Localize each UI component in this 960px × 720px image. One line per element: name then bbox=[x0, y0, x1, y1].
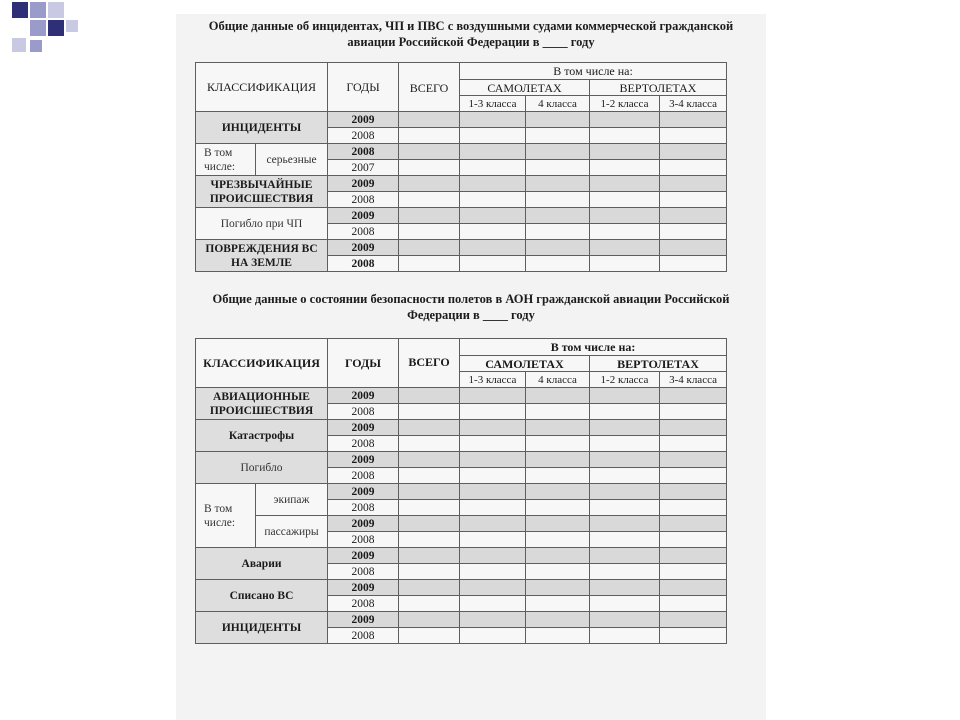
year-cell: 2008 bbox=[328, 256, 399, 272]
data-cell[interactable] bbox=[399, 564, 460, 580]
row-label-serious: серьезные bbox=[256, 144, 328, 176]
data-cell[interactable] bbox=[590, 532, 660, 548]
data-cell[interactable] bbox=[460, 548, 526, 564]
slide-decoration-square bbox=[48, 2, 64, 18]
data-cell[interactable] bbox=[460, 516, 526, 532]
data-cell[interactable] bbox=[526, 548, 590, 564]
data-cell[interactable] bbox=[526, 144, 590, 160]
data-cell[interactable] bbox=[399, 420, 460, 436]
data-cell[interactable] bbox=[590, 628, 660, 644]
data-cell[interactable] bbox=[399, 192, 460, 208]
data-cell[interactable] bbox=[590, 468, 660, 484]
data-cell[interactable] bbox=[460, 420, 526, 436]
slide-decoration-square bbox=[12, 38, 26, 52]
data-cell[interactable] bbox=[660, 532, 727, 548]
header-years: ГОДЫ bbox=[328, 339, 399, 388]
data-cell[interactable] bbox=[526, 112, 590, 128]
data-cell[interactable] bbox=[660, 596, 727, 612]
data-cell[interactable] bbox=[660, 224, 727, 240]
data-cell[interactable] bbox=[660, 548, 727, 564]
header-sub-class: 4 класса bbox=[526, 96, 590, 112]
row-label-crew: экипаж bbox=[256, 484, 328, 516]
data-cell[interactable] bbox=[590, 404, 660, 420]
data-cell[interactable] bbox=[460, 144, 526, 160]
data-cell[interactable] bbox=[399, 224, 460, 240]
data-cell[interactable] bbox=[526, 484, 590, 500]
data-cell[interactable] bbox=[590, 548, 660, 564]
data-cell[interactable] bbox=[399, 404, 460, 420]
data-cell[interactable] bbox=[399, 452, 460, 468]
data-cell[interactable] bbox=[526, 176, 590, 192]
year-cell: 2008 bbox=[328, 564, 399, 580]
data-cell[interactable] bbox=[590, 144, 660, 160]
data-cell[interactable] bbox=[399, 500, 460, 516]
data-cell[interactable] bbox=[460, 224, 526, 240]
data-cell[interactable] bbox=[660, 176, 727, 192]
header-sub-class: 1-3 класса bbox=[460, 372, 526, 388]
data-cell[interactable] bbox=[590, 224, 660, 240]
data-cell[interactable] bbox=[399, 128, 460, 144]
row-label-accidents: АВИАЦИОННЫЕ ПРОИСШЕСТВИЯ bbox=[196, 388, 328, 420]
data-cell[interactable] bbox=[660, 436, 727, 452]
header-including: В том числе на: bbox=[460, 339, 727, 356]
data-cell[interactable] bbox=[460, 532, 526, 548]
year-cell: 2009 bbox=[328, 452, 399, 468]
data-cell[interactable] bbox=[526, 452, 590, 468]
data-cell[interactable] bbox=[460, 484, 526, 500]
data-cell[interactable] bbox=[526, 628, 590, 644]
year-cell: 2009 bbox=[328, 176, 399, 192]
data-cell[interactable] bbox=[460, 452, 526, 468]
data-cell[interactable] bbox=[590, 420, 660, 436]
data-cell[interactable] bbox=[660, 388, 727, 404]
year-cell: 2009 bbox=[328, 516, 399, 532]
data-cell[interactable] bbox=[660, 404, 727, 420]
data-cell[interactable] bbox=[399, 388, 460, 404]
data-cell[interactable] bbox=[660, 500, 727, 516]
data-cell[interactable] bbox=[660, 240, 727, 256]
data-cell[interactable] bbox=[526, 420, 590, 436]
slide-decoration-square bbox=[12, 2, 28, 18]
data-cell[interactable] bbox=[660, 484, 727, 500]
year-cell: 2009 bbox=[328, 420, 399, 436]
table2-title-line1: Общие данные о состоянии безопасности полетов в АОН гражданской авиации Российской bbox=[212, 292, 730, 306]
table1-title bbox=[176, 18, 766, 50]
data-cell[interactable] bbox=[460, 160, 526, 176]
header-sub-class: 3-4 класса bbox=[660, 96, 727, 112]
year-cell: 2007 bbox=[328, 160, 399, 176]
data-cell[interactable] bbox=[460, 596, 526, 612]
data-cell[interactable] bbox=[660, 128, 727, 144]
data-cell[interactable] bbox=[590, 516, 660, 532]
year-cell: 2008 bbox=[328, 144, 399, 160]
table1-title-line1: Общие данные об инцидентах, ЧП и ПВС с воздушными судами коммерческой гражданской bbox=[208, 19, 734, 33]
data-cell[interactable] bbox=[460, 500, 526, 516]
data-cell[interactable] bbox=[660, 580, 727, 596]
row-label-written-off: Списано ВС bbox=[196, 580, 328, 612]
data-cell[interactable] bbox=[526, 160, 590, 176]
incidents-table bbox=[195, 62, 727, 272]
data-cell[interactable] bbox=[660, 452, 727, 468]
data-cell[interactable] bbox=[590, 612, 660, 628]
data-cell[interactable] bbox=[460, 240, 526, 256]
data-cell[interactable] bbox=[590, 128, 660, 144]
header-airplanes: САМОЛЕТАХ bbox=[460, 80, 590, 96]
data-cell[interactable] bbox=[526, 500, 590, 516]
header-including: В том числе на: bbox=[460, 63, 727, 80]
data-cell[interactable] bbox=[460, 404, 526, 420]
data-cell[interactable] bbox=[526, 468, 590, 484]
row-label-catastrophes: Катастрофы bbox=[196, 420, 328, 452]
year-cell: 2008 bbox=[328, 628, 399, 644]
data-cell[interactable] bbox=[526, 612, 590, 628]
data-cell[interactable] bbox=[660, 192, 727, 208]
data-cell[interactable] bbox=[590, 160, 660, 176]
data-cell[interactable] bbox=[660, 256, 727, 272]
row-label-emergencies: ЧРЕЗВЫЧАЙНЫЕ ПРОИСШЕСТВИЯ bbox=[196, 176, 328, 208]
header-sub-class: 4 класса bbox=[526, 372, 590, 388]
data-cell[interactable] bbox=[526, 128, 590, 144]
year-cell: 2008 bbox=[328, 224, 399, 240]
data-cell[interactable] bbox=[590, 388, 660, 404]
data-cell[interactable] bbox=[399, 484, 460, 500]
data-cell[interactable] bbox=[399, 580, 460, 596]
data-cell[interactable] bbox=[399, 612, 460, 628]
data-cell[interactable] bbox=[590, 192, 660, 208]
header-total: ВСЕГО bbox=[399, 63, 460, 112]
data-cell[interactable] bbox=[460, 436, 526, 452]
data-cell[interactable] bbox=[590, 112, 660, 128]
data-cell[interactable] bbox=[590, 500, 660, 516]
year-cell: 2009 bbox=[328, 612, 399, 628]
header-helicopters: ВЕРТОЛЕТАХ bbox=[590, 356, 727, 372]
header-sub-class: 3-4 класса bbox=[660, 372, 727, 388]
data-cell[interactable] bbox=[460, 468, 526, 484]
data-cell[interactable] bbox=[660, 112, 727, 128]
data-cell[interactable] bbox=[460, 256, 526, 272]
row-group-label: В том числе: bbox=[196, 484, 256, 548]
year-cell: 2008 bbox=[328, 532, 399, 548]
data-cell[interactable] bbox=[399, 256, 460, 272]
year-cell: 2008 bbox=[328, 404, 399, 420]
aon-safety-table bbox=[195, 338, 727, 644]
slide-decoration-square bbox=[30, 20, 46, 36]
data-cell[interactable] bbox=[460, 564, 526, 580]
data-cell[interactable] bbox=[399, 628, 460, 644]
year-cell: 2009 bbox=[328, 580, 399, 596]
data-cell[interactable] bbox=[660, 420, 727, 436]
data-cell[interactable] bbox=[590, 240, 660, 256]
data-cell[interactable] bbox=[460, 388, 526, 404]
data-cell[interactable] bbox=[460, 612, 526, 628]
year-cell: 2009 bbox=[328, 548, 399, 564]
header-years: ГОДЫ bbox=[328, 63, 399, 112]
slide-decoration-square bbox=[48, 20, 64, 36]
header-total: ВСЕГО bbox=[399, 339, 460, 388]
data-cell[interactable] bbox=[399, 240, 460, 256]
data-cell[interactable] bbox=[399, 112, 460, 128]
data-cell[interactable] bbox=[590, 208, 660, 224]
header-sub-class: 1-2 класса bbox=[590, 96, 660, 112]
year-cell: 2008 bbox=[328, 596, 399, 612]
row-label-killed: Погибло при ЧП bbox=[196, 208, 328, 240]
slide-decoration-square bbox=[30, 2, 46, 18]
header-classification: КЛАССИФИКАЦИЯ bbox=[196, 63, 328, 112]
data-cell[interactable] bbox=[660, 160, 727, 176]
data-cell[interactable] bbox=[399, 208, 460, 224]
data-cell[interactable] bbox=[526, 564, 590, 580]
table2-title-line2: Федерации в ____ году bbox=[407, 308, 535, 322]
year-cell: 2008 bbox=[328, 500, 399, 516]
data-cell[interactable] bbox=[460, 176, 526, 192]
header-sub-class: 1-2 класса bbox=[590, 372, 660, 388]
header-helicopters: ВЕРТОЛЕТАХ bbox=[590, 80, 727, 96]
data-cell[interactable] bbox=[590, 436, 660, 452]
data-cell[interactable] bbox=[460, 192, 526, 208]
data-cell[interactable] bbox=[460, 208, 526, 224]
data-cell[interactable] bbox=[660, 612, 727, 628]
header-airplanes: САМОЛЕТАХ bbox=[460, 356, 590, 372]
data-cell[interactable] bbox=[526, 532, 590, 548]
data-cell[interactable] bbox=[460, 580, 526, 596]
data-cell[interactable] bbox=[526, 240, 590, 256]
data-cell[interactable] bbox=[526, 388, 590, 404]
data-cell[interactable] bbox=[526, 256, 590, 272]
slide-decoration-square bbox=[30, 40, 42, 52]
data-cell[interactable] bbox=[399, 176, 460, 192]
data-cell[interactable] bbox=[399, 596, 460, 612]
data-cell[interactable] bbox=[460, 628, 526, 644]
data-cell[interactable] bbox=[590, 256, 660, 272]
data-cell[interactable] bbox=[460, 128, 526, 144]
year-cell: 2008 bbox=[328, 436, 399, 452]
data-cell[interactable] bbox=[526, 208, 590, 224]
header-classification: КЛАССИФИКАЦИЯ bbox=[196, 339, 328, 388]
data-cell[interactable] bbox=[526, 596, 590, 612]
data-cell[interactable] bbox=[399, 144, 460, 160]
data-cell[interactable] bbox=[526, 516, 590, 532]
year-cell: 2008 bbox=[328, 192, 399, 208]
data-cell[interactable] bbox=[660, 564, 727, 580]
data-cell[interactable] bbox=[526, 192, 590, 208]
data-cell[interactable] bbox=[590, 484, 660, 500]
year-cell: 2009 bbox=[328, 208, 399, 224]
data-cell[interactable] bbox=[526, 404, 590, 420]
data-cell[interactable] bbox=[399, 516, 460, 532]
row-label-incidents: ИНЦИДЕНТЫ bbox=[196, 112, 328, 144]
year-cell: 2008 bbox=[328, 468, 399, 484]
data-cell[interactable] bbox=[590, 596, 660, 612]
data-cell[interactable] bbox=[660, 208, 727, 224]
year-cell: 2009 bbox=[328, 240, 399, 256]
slide-decoration-square bbox=[66, 20, 78, 32]
data-cell[interactable] bbox=[399, 468, 460, 484]
data-cell[interactable] bbox=[590, 580, 660, 596]
data-cell[interactable] bbox=[660, 144, 727, 160]
data-cell[interactable] bbox=[399, 160, 460, 176]
data-cell[interactable] bbox=[526, 436, 590, 452]
data-cell[interactable] bbox=[399, 548, 460, 564]
row-label-crashes: Аварии bbox=[196, 548, 328, 580]
data-cell[interactable] bbox=[590, 176, 660, 192]
year-cell: 2008 bbox=[328, 128, 399, 144]
row-label-passengers: пассажиры bbox=[256, 516, 328, 548]
row-label-killed: Погибло bbox=[196, 452, 328, 484]
data-cell[interactable] bbox=[399, 532, 460, 548]
data-cell[interactable] bbox=[590, 452, 660, 468]
year-cell: 2009 bbox=[328, 388, 399, 404]
data-cell[interactable] bbox=[660, 628, 727, 644]
row-label-incidents: ИНЦИДЕНТЫ bbox=[196, 612, 328, 644]
data-cell[interactable] bbox=[460, 112, 526, 128]
year-cell: 2009 bbox=[328, 112, 399, 128]
data-cell[interactable] bbox=[590, 564, 660, 580]
data-cell[interactable] bbox=[526, 224, 590, 240]
table2-title bbox=[176, 291, 766, 323]
data-cell[interactable] bbox=[660, 516, 727, 532]
year-cell: 2009 bbox=[328, 484, 399, 500]
row-group-label: В том числе: bbox=[196, 144, 256, 176]
row-label-ground-damage: ПОВРЕЖДЕНИЯ ВС НА ЗЕМЛЕ bbox=[196, 240, 328, 272]
header-sub-class: 1-3 класса bbox=[460, 96, 526, 112]
table1-title-line2: авиации Российской Федерации в ____ году bbox=[347, 35, 595, 49]
data-cell[interactable] bbox=[399, 436, 460, 452]
data-cell[interactable] bbox=[526, 580, 590, 596]
data-cell[interactable] bbox=[660, 468, 727, 484]
